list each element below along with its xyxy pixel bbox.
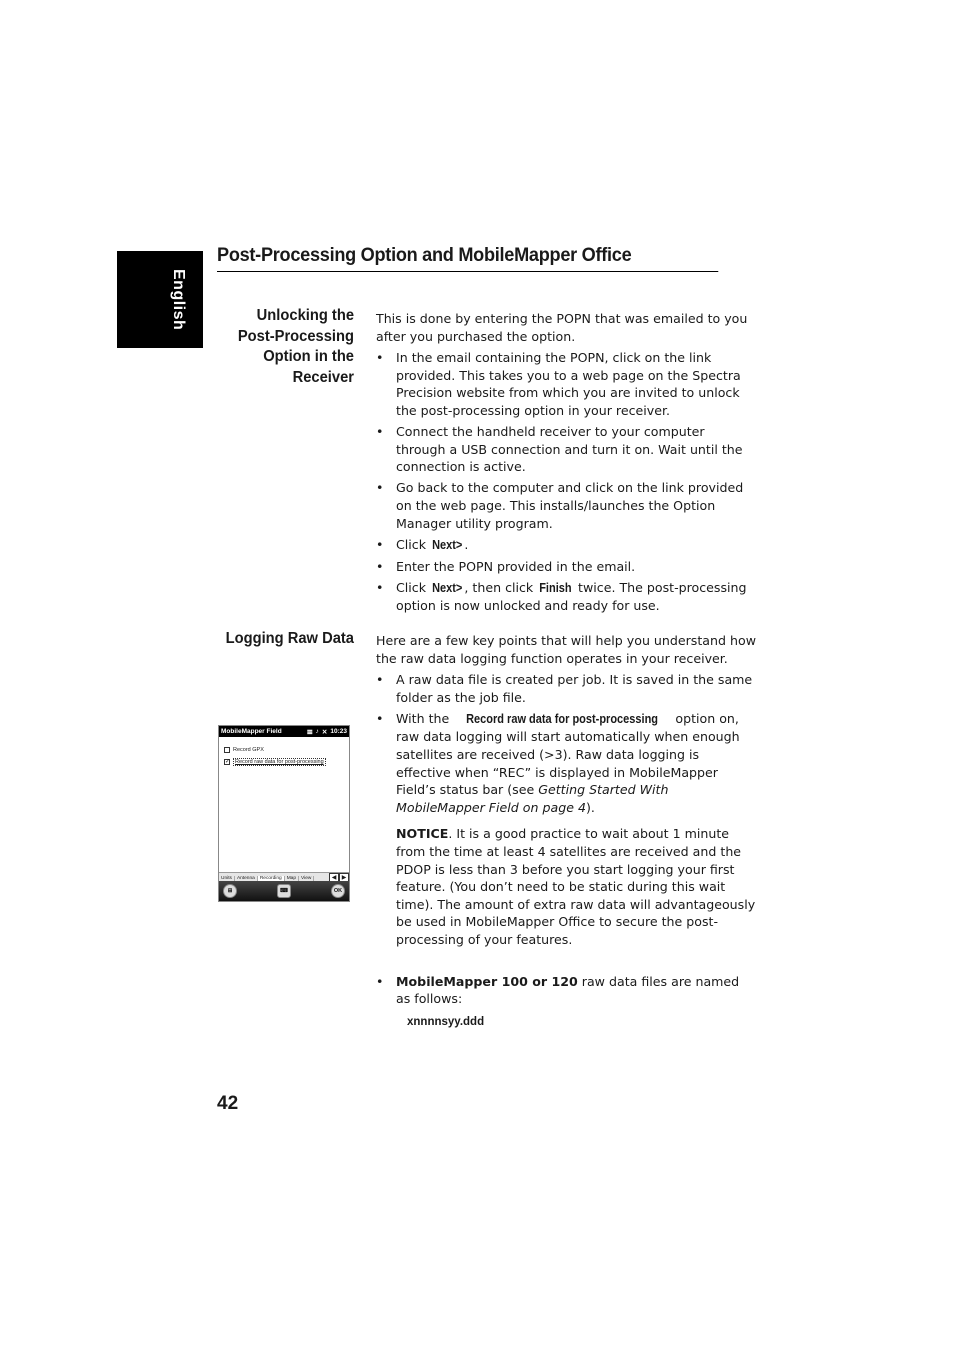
list-item: • Enter the POPN provided in the email. <box>376 558 756 576</box>
device-tab-units[interactable]: Units <box>219 876 235 881</box>
heading-line: Receiver <box>292 368 354 386</box>
text: With the <box>396 710 454 726</box>
section-heading-unlocking <box>207 306 354 388</box>
arrow-left-icon[interactable]: ◀ <box>329 873 339 884</box>
chapter-title: Post-Processing Option and MobileMapper Office <box>217 244 718 272</box>
file-name-format: xnnnnsyy.ddd <box>407 1015 485 1028</box>
section-heading-logging: Logging Raw Data <box>225 630 354 647</box>
section-body-unlocking <box>376 310 756 619</box>
device-title-bar <box>219 726 349 737</box>
ui-label-finish: Finish <box>539 580 572 595</box>
arrow-right-icon[interactable]: ▶ <box>339 873 349 884</box>
device-soft-key-bar <box>219 881 349 901</box>
ui-label-record-raw: Record raw data for post-processing <box>466 711 659 726</box>
heading-line: Option in the <box>263 348 354 365</box>
ok-button[interactable]: OK <box>331 884 345 898</box>
section-body-logging <box>376 632 756 1031</box>
intro-paragraph: This is done by entering the POPN that was emailed to you after you purchased the option. <box>376 311 748 344</box>
device-status-icons <box>307 728 347 736</box>
text: option on, raw data logging will start automatically when enough satellites are received (>3). Raw data logging is effective when “REC” is displayed in MobileMapper Field’s status bar (see <box>396 710 740 798</box>
list-item <box>376 579 756 615</box>
language-label: English <box>170 269 187 331</box>
language-side-tab <box>117 251 203 348</box>
device-screenshot <box>218 725 350 902</box>
option-label: Record raw data for post-processing <box>235 759 324 765</box>
volume-icon: ♪ <box>315 728 319 735</box>
list-item: • A raw data file is created per job. It is saved in the same folder as the job file. <box>376 671 756 706</box>
text: Click <box>396 579 431 595</box>
bullet-list <box>376 671 756 1008</box>
device-tab-recording[interactable]: Recording <box>258 876 285 881</box>
list-item: • Connect the handheld receiver to your computer through a USB connection and turn it on. Wait until the connection is active. <box>376 423 756 476</box>
text: Click <box>396 536 431 552</box>
text: ). <box>585 799 595 815</box>
bullet-list <box>376 349 756 615</box>
list-item: • Go back to the computer and click on the link provided on the web page. This installs/launches the Option Manager utility program. <box>376 479 756 532</box>
heading-line: Unlocking the <box>256 307 354 324</box>
model-name: MobileMapper 100 or 120 <box>396 973 578 989</box>
option-label: Record GPX <box>233 747 264 753</box>
device-tab-map[interactable]: Map <box>285 876 299 881</box>
notice-label: NOTICE <box>396 826 449 842</box>
page-number: 42 <box>217 1093 239 1114</box>
intro-paragraph: Here are a few key points that will help you understand how the raw data logging function operates in your receiver. <box>376 633 756 666</box>
text: raw data files are named as follows: <box>396 973 740 1007</box>
antenna-icon: 𝌆 <box>306 728 313 736</box>
windows-start-icon[interactable]: ⊞ <box>223 884 237 898</box>
list-item <box>376 536 756 555</box>
notice-paragraph <box>396 825 756 948</box>
text: . <box>464 536 469 552</box>
device-tab-view[interactable]: View <box>299 876 314 881</box>
record-gpx-option[interactable] <box>224 747 349 753</box>
text: , then click <box>464 579 538 595</box>
text: twice. The post-processing option is now unlocked and ready for use. <box>396 579 747 614</box>
checkbox-checked-icon[interactable]: ✓ <box>225 759 231 765</box>
record-raw-data-option[interactable] <box>224 758 349 766</box>
keyboard-icon[interactable]: ⌨ <box>277 884 291 898</box>
list-item: • In the email containing the POPN, click on the link provided. This takes you to a web page on the Spectra Precision website from which you are invited to unlock the post-processing option in your receiver. <box>376 349 756 419</box>
list-item <box>376 973 756 1008</box>
cross-reference: Getting Started With MobileMapper Field on page 4 <box>396 782 669 815</box>
device-time: 10:23 <box>330 728 347 735</box>
device-tab-antenna[interactable]: Antenna <box>235 876 258 881</box>
list-item <box>376 710 756 949</box>
ui-label-next: Next> <box>432 580 463 595</box>
close-icon: ✕ <box>321 728 328 736</box>
notice-text: . It is a good practice to wait about 1 minute from the time at least 4 satellites are received and the PDOP is less than 3 before you start logging your first feature. (You don’t need to be static during this wait time). The amount of extra raw data will advantageously be used in MobileMapper Office to secure the post-processing of your features. <box>396 826 756 947</box>
ui-label-next: Next> <box>432 537 463 552</box>
checkbox-icon[interactable] <box>224 747 230 753</box>
device-app-title: MobileMapper Field <box>221 728 282 735</box>
heading-line: Post-Processing <box>237 327 354 345</box>
